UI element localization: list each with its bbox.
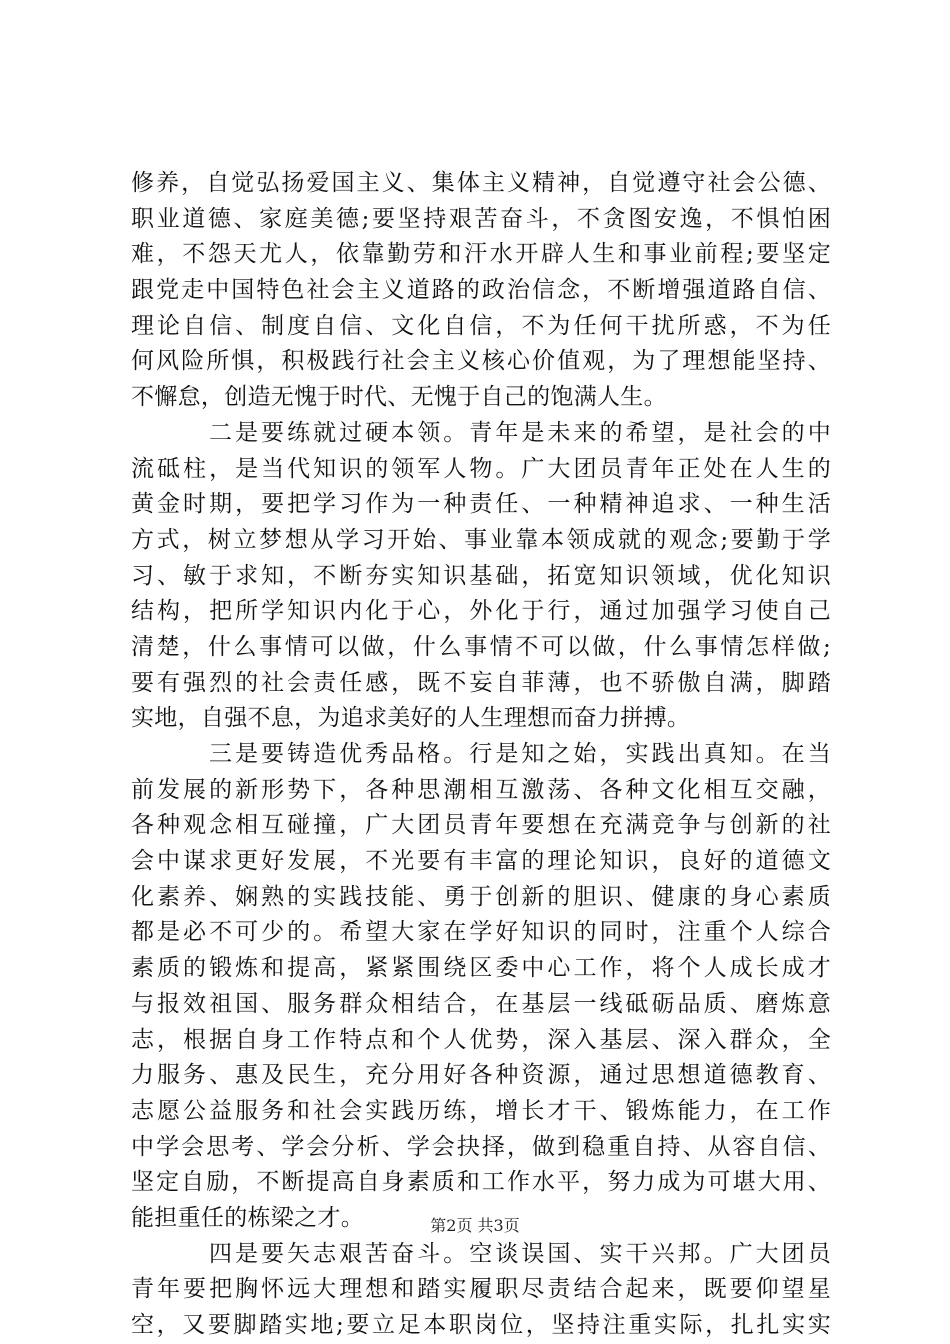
text-line: 跟党走中国特色社会主义道路的政治信念，不断增强道路自信、 <box>131 277 831 304</box>
text-line: 各种观念相互碰撞，广大团员青年要想在充满竞争与创新的社 <box>131 812 831 839</box>
text-line: 四是要矢志艰苦奋斗。空谈误国、实干兴邦。广大团员 <box>209 1240 831 1267</box>
text-line: 难，不怨天尤人，依靠勤劳和汗水开辟人生和事业前程;要坚定 <box>131 241 831 268</box>
text-line: 流砥柱，是当代知识的领军人物。广大团员青年正处在人生的 <box>131 455 831 482</box>
text-line: 会中谋求更好发展，不光要有丰富的理论知识，良好的道德文 <box>131 848 831 875</box>
text-line: 素质的锻炼和提高，紧紧围绕区委中心工作，将个人成长成才 <box>131 955 831 982</box>
text-line: 理论自信、制度自信、文化自信，不为任何干扰所惑，不为任 <box>131 312 831 339</box>
text-line: 三是要铸造优秀品格。行是知之始，实践出真知。在当 <box>209 741 831 767</box>
text-line: 都是必不可少的。希望大家在学好知识的同时，注重个人综合 <box>131 919 831 946</box>
text-line: 方式，树立梦想从学习开始、事业靠本领成就的观念;要勤于学 <box>131 526 831 553</box>
text-line: 习、敏于求知，不断夯实知识基础，拓宽知识领域，优化知识 <box>131 562 831 589</box>
text-line: 志，根据自身工作特点和个人优势，深入基层、深入群众，全 <box>131 1026 831 1053</box>
text-line: 空，又要脚踏实地;要立足本职岗位，坚持注重实际，扎扎实实 <box>131 1312 831 1338</box>
text-line: 黄金时期，要把学习作为一种责任、一种精神追求、一种生活 <box>131 491 831 518</box>
text-line: 青年要把胸怀远大理想和踏实履职尽责结合起来，既要仰望星 <box>131 1276 831 1303</box>
text-line: 实地，自强不息，为追求美好的人生理想而奋力拼搏。 <box>131 705 691 732</box>
document-body <box>131 166 831 1344</box>
text-line: 要有强烈的社会责任感，既不妄自菲薄，也不骄傲自满，脚踏 <box>131 669 831 696</box>
text-line: 不懈怠，创造无愧于时代、无愧于自己的饱满人生。 <box>131 384 667 411</box>
text-line: 二是要练就过硬本领。青年是未来的希望，是社会的中 <box>209 419 831 446</box>
text-line: 中学会思考、学会分析、学会抉择，做到稳重自持、从容自信、 <box>131 1133 831 1160</box>
text-line: 修养，自觉弘扬爱国主义、集体主义精神，自觉遵守社会公德、 <box>131 170 831 196</box>
text-line: 职业道德、家庭美德;要坚持艰苦奋斗，不贪图安逸，不惧怕困 <box>131 205 831 232</box>
text-line: 志愿公益服务和社会实践历练，增长才干、锻炼能力，在工作 <box>131 1097 831 1124</box>
text-line: 能担重任的栋梁之才。 <box>131 1204 364 1231</box>
text-line: 何风险所惧，积极践行社会主义核心价值观，为了理想能坚持、 <box>131 348 831 375</box>
text-line: 前发展的新形势下，各种思潮相互激荡、各种文化相互交融， <box>131 776 831 803</box>
text-line: 力服务、惠及民生，充分用好各种资源，通过思想道德教育、 <box>131 1062 831 1089</box>
text-line: 结构，把所学知识内化于心，外化于行，通过加强学习使自己 <box>131 598 831 625</box>
page-footer: 第2页 共3页 <box>430 1216 520 1235</box>
text-line: 清楚，什么事情可以做，什么事情不可以做，什么事情怎样做; <box>131 633 831 660</box>
text-line: 坚定自励，不断提高自身素质和工作水平，努力成为可堪大用、 <box>131 1169 831 1196</box>
text-line: 与报效祖国、服务群众相结合，在基层一线砥砺品质、磨炼意 <box>131 990 831 1017</box>
text-line: 化素养、娴熟的实践技能、勇于创新的胆识、健康的身心素质 <box>131 883 831 910</box>
